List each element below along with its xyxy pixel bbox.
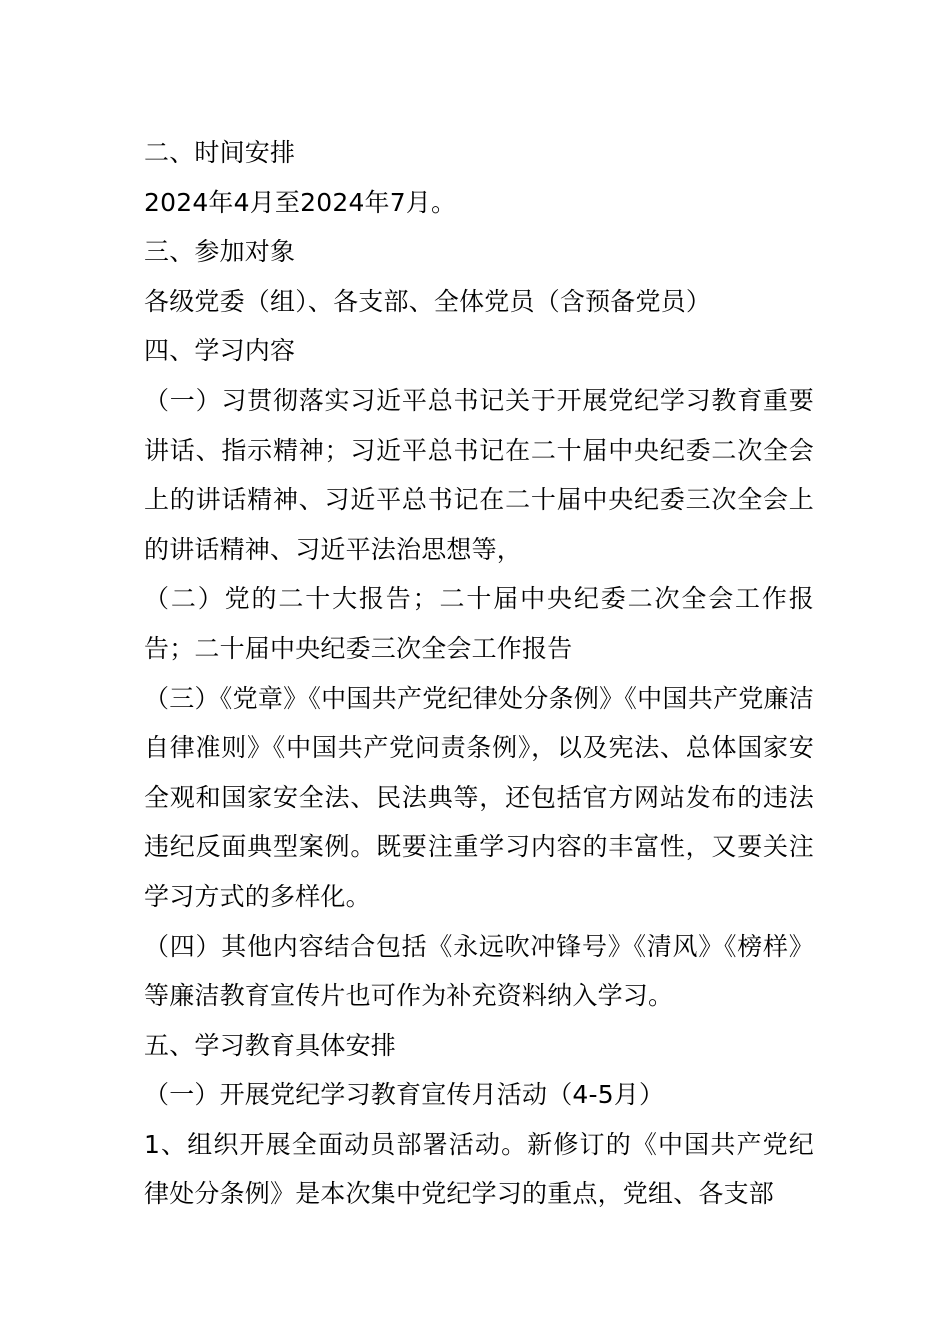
schedule-period: 2024年4月至2024年7月。 xyxy=(144,187,457,217)
participants-text: 各级党委（组）、各支部、全体党员（含预备党员） xyxy=(144,286,712,316)
section-heading-content: 四、学习内容 xyxy=(144,336,296,366)
content-item-2: （二）党的二十大报告；二十届中央纪委二次全会工作报告；二十届中央纪委三次全会工作报告 xyxy=(144,584,814,663)
arrangement-subheading-1: （一）开展党纪学习教育宣传月活动（4-5月） xyxy=(144,1080,665,1110)
section-heading-arrangement: 五、学习教育具体安排 xyxy=(144,1030,397,1060)
document-body xyxy=(144,128,814,1219)
arrangement-item-1: 1、组织开展全面动员部署活动。新修订的《中国共产党纪律处分条例》是本次集中党纪学习的重点，党组、各支部 xyxy=(144,1129,814,1209)
section-heading-schedule: 二、时间安排 xyxy=(144,138,296,167)
content-item-3: （三）《党章》《中国共产党纪律处分条例》《中国共产党廉洁自律准则》《中国共产党问责条例》，以及宪法、总体国家安全观和国家安全法、民法典等，还包括官方网站发布的违法违纪反面典型案例。既要注重学习内容的丰富性，又要关注学习方式的多样化。 xyxy=(144,683,814,911)
content-item-1: （一）习贯彻落实习近平总书记关于开展党纪学习教育重要讲话、指示精神；习近平总书记在二十届中央纪委二次全会上的讲话精神、习近平总书记在二十届中央纪委三次全会上的讲话精神、习近平法治思想等， xyxy=(144,385,814,564)
content-item-4: （四）其他内容结合包括《永远吹冲锋号》《清风》《榜样》等廉洁教育宣传片也可作为补充资料纳入学习。 xyxy=(144,931,814,1011)
section-heading-participants: 三、参加对象 xyxy=(144,237,296,267)
